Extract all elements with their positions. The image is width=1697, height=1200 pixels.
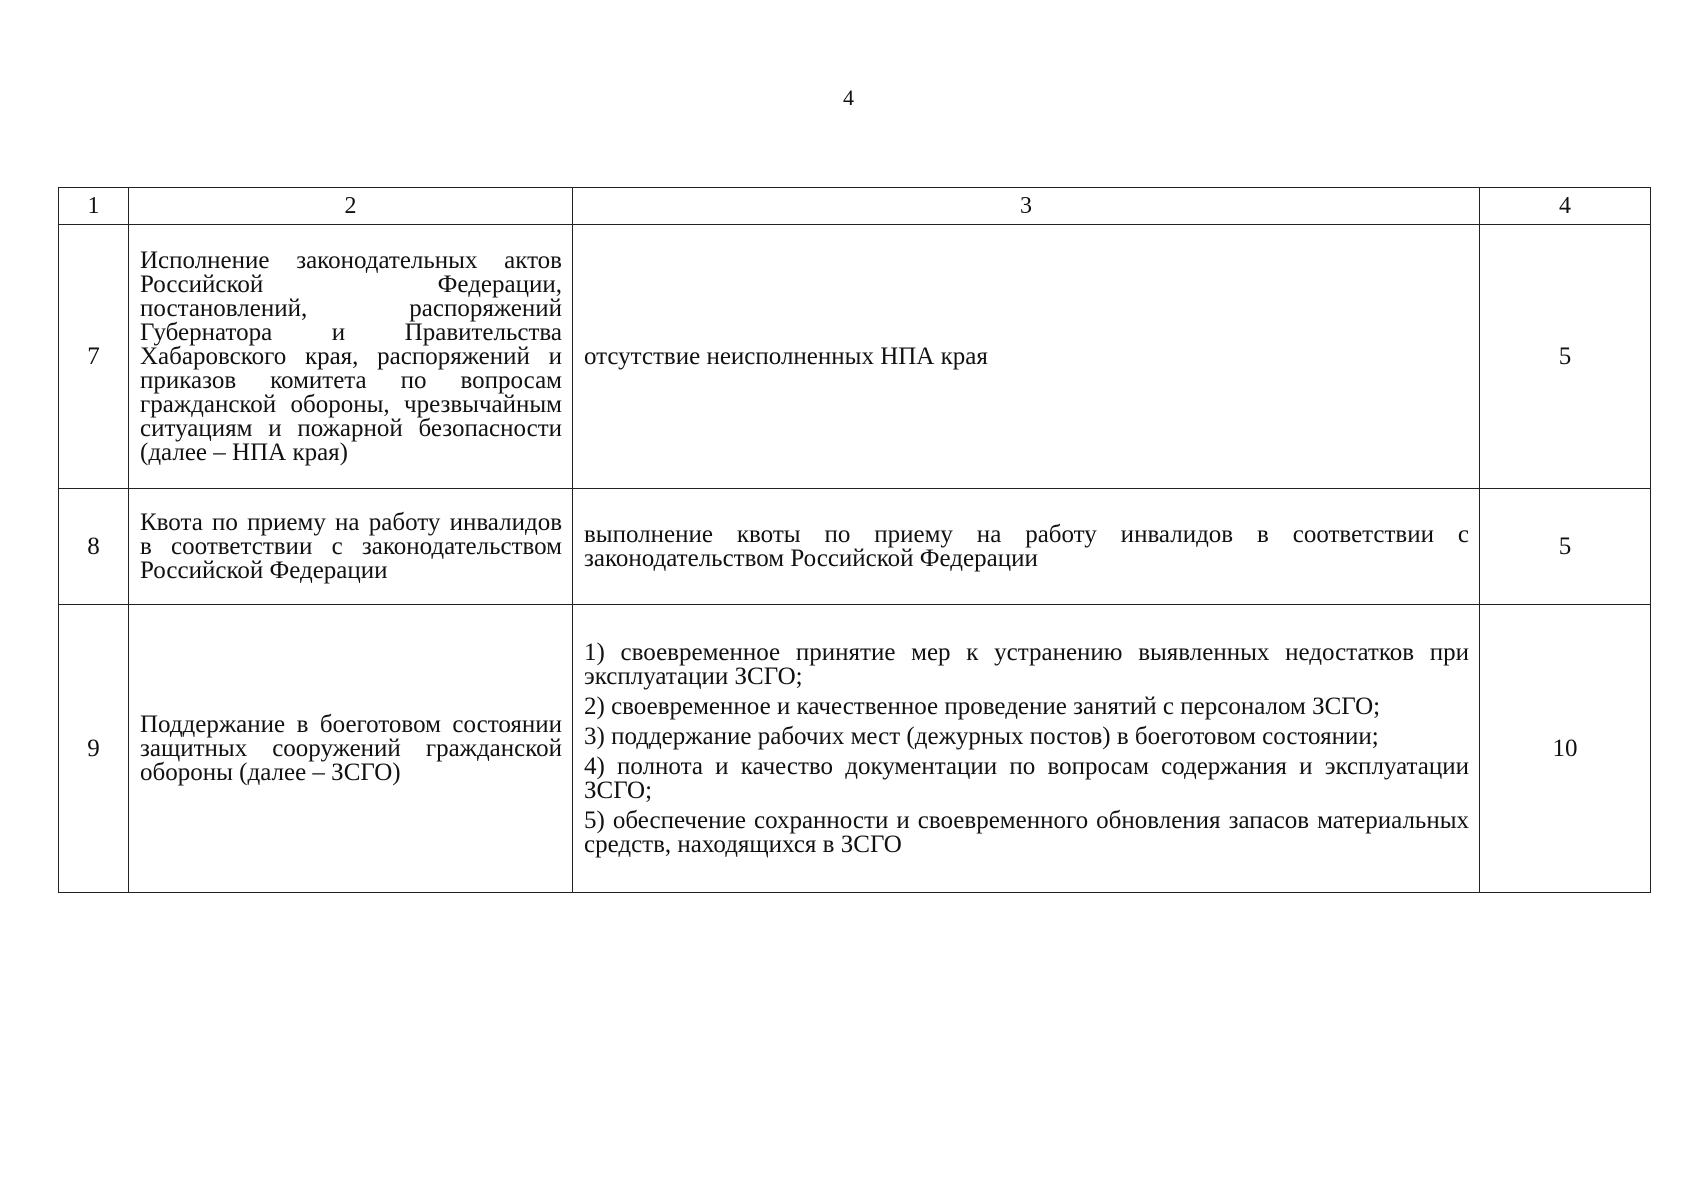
indicator-item: 1) своевременное принятие мер к устранению выявленных недостатков при эксплуатации ЗСГО; (584, 638, 1469, 690)
criterion-cell: Поддержание в боеготовом состоянии защитных сооружений гражданской обороны (далее – ЗСГО) (129, 605, 573, 893)
header-cell-1: 1 (59, 188, 129, 225)
criteria-table (58, 187, 1651, 893)
criterion-cell: Исполнение законодательных актов Российской Федерации, постановлений, распоряжений Губернатора и Правительства Хабаровского края, распоряжений и приказов комитета по вопросам гражданской обороны, чрезвычайным ситуациям и пожарной безопасности (далее – НПА края) (129, 225, 573, 489)
table-row (59, 225, 1651, 489)
indicator-item: 5) обеспечение сохранности и своевременного обновления запасов материальных средств, находящихся в ЗСГО (584, 806, 1469, 858)
indicator-cell: отсутствие неисполненных НПА края (573, 225, 1480, 489)
header-cell-4: 4 (1480, 188, 1651, 225)
indicator-item: 2) своевременное и качественное проведение занятий с персоналом ЗСГО; (584, 692, 1381, 720)
row-number: 9 (59, 605, 129, 893)
indicator-cell: выполнение квоты по приему на работу инвалидов в соответствии с законодательством Российской Федерации (573, 489, 1480, 605)
page-number: 4 (843, 85, 854, 110)
header-cell-2: 2 (129, 188, 573, 225)
criterion-cell: Квота по приему на работу инвалидов в соответствии с законодательством Российской Федерации (129, 489, 573, 605)
indicator-item: 3) поддержание рабочих мест (дежурных постов) в боеготовом состоянии; (584, 722, 1379, 750)
score-cell: 5 (1480, 225, 1651, 489)
header-cell-3: 3 (573, 188, 1480, 225)
table-row (59, 489, 1651, 605)
row-number: 7 (59, 225, 129, 489)
table-row (59, 605, 1651, 893)
row-number: 8 (59, 489, 129, 605)
score-cell: 5 (1480, 489, 1651, 605)
indicator-item: 4) полнота и качество документации по вопросам содержания и эксплуатации ЗСГО; (584, 752, 1469, 804)
indicator-list-cell (573, 605, 1480, 893)
score-cell: 10 (1480, 605, 1651, 893)
table-header-row (59, 188, 1651, 225)
